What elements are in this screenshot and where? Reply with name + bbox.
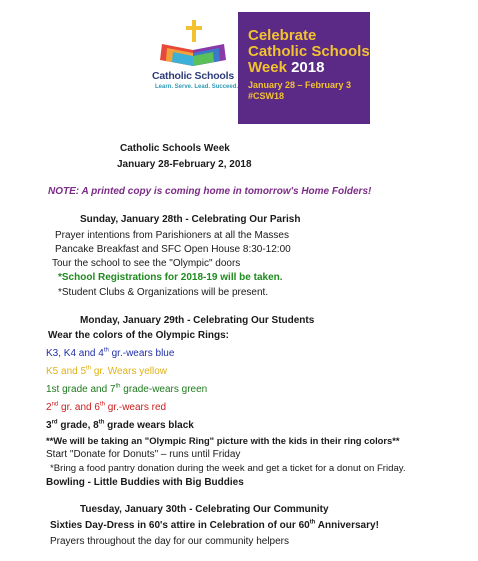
sixties-sup: th	[309, 519, 316, 526]
banner-hashtag: #CSW18	[248, 91, 285, 101]
banner-week: Week	[248, 59, 287, 76]
sixties-post: Anniversary!	[315, 520, 379, 531]
pantry-line: *Bring a food pantry donation during the week and get a ticket for a donut on Friday.	[50, 463, 406, 474]
banner-text-panel	[238, 12, 370, 124]
sixties-pre: Sixties Day-Dress in 60's attire in Celebration of our 60	[50, 520, 310, 531]
red-post: gr.-wears red	[104, 402, 167, 413]
yellow-pre: K5 and 5	[46, 366, 87, 377]
doc-dates: January 28-February 2, 2018	[117, 159, 252, 170]
csw-banner	[146, 12, 370, 124]
logo-tagline: Learn. Serve. Lead. Succeed.	[155, 84, 239, 90]
monday-heading: Monday, January 29th - Celebrating Our Students	[80, 315, 315, 326]
ring-picture-note: **We will be taking an "Olympic Ring" picture with the kids in their ring colors**	[46, 435, 400, 446]
yellow-group	[46, 366, 167, 378]
green-group	[46, 384, 207, 396]
doc-title: Catholic Schools Week	[120, 143, 230, 154]
blue-group	[46, 348, 174, 360]
yellow-post: gr. Wears yellow	[91, 366, 168, 377]
black-sup-2: th	[98, 419, 105, 426]
banner-year: 2018	[291, 59, 325, 76]
tuesday-heading: Tuesday, January 30th - Celebrating Our Community	[80, 504, 329, 515]
black-group	[46, 420, 194, 432]
banner-line-3	[248, 60, 370, 76]
red-pre: 2	[46, 402, 52, 413]
bowling-line: Bowling - Little Buddies with Big Buddies	[46, 477, 244, 488]
yellow-sup: th	[86, 365, 92, 372]
black-post: grade wears black	[104, 420, 194, 431]
green-pre: 1st grade and 7	[46, 384, 116, 395]
red-sup-2: th	[99, 401, 105, 408]
banner-line-1: Celebrate	[248, 27, 317, 44]
sunday-line-2: Pancake Breakfast and SFC Open House 8:30-12:00	[55, 244, 291, 255]
blue-pre: K3, K4 and 4	[46, 348, 104, 359]
green-post: grade-wears green	[120, 384, 208, 395]
black-mid: grade, 8	[57, 420, 99, 431]
blue-sup: th	[103, 347, 109, 354]
banner-line-2: Catholic Schools	[248, 43, 370, 60]
red-sup-1: nd	[51, 401, 59, 408]
catholic-schools-logo	[146, 12, 238, 124]
donuts-line: Start "Donate for Donuts" – runs until Friday	[46, 449, 241, 460]
sunday-line-1: Prayer intentions from Parishioners at all the Masses	[55, 230, 289, 241]
sunday-line-3: Tour the school to see the "Olympic" doors	[52, 258, 241, 269]
prayers-line: Prayers throughout the day for our community helpers	[50, 536, 290, 547]
black-sup-1: rd	[51, 419, 58, 426]
banner-dates: January 28 – February 3	[248, 80, 352, 90]
cross-icon	[186, 20, 202, 42]
registration-note: *School Registrations for 2018-19 will be taken.	[58, 272, 283, 283]
open-book-icon	[158, 40, 228, 68]
logo-name: Catholic Schools	[152, 70, 234, 82]
sunday-heading: Sunday, January 28th - Celebrating Our Parish	[80, 214, 301, 225]
home-folder-note: NOTE: A printed copy is coming home in tomorrow's Home Folders!	[48, 186, 372, 197]
red-mid: gr. and 6	[58, 402, 100, 413]
rings-heading: Wear the colors of the Olympic Rings:	[48, 330, 229, 341]
clubs-note: *Student Clubs & Organizations will be present.	[58, 287, 269, 298]
red-group	[46, 402, 166, 414]
black-pre: 3	[46, 420, 52, 431]
green-sup: th	[115, 383, 121, 390]
blue-post: gr.-wears blue	[108, 348, 175, 359]
sixties-line	[50, 520, 379, 532]
